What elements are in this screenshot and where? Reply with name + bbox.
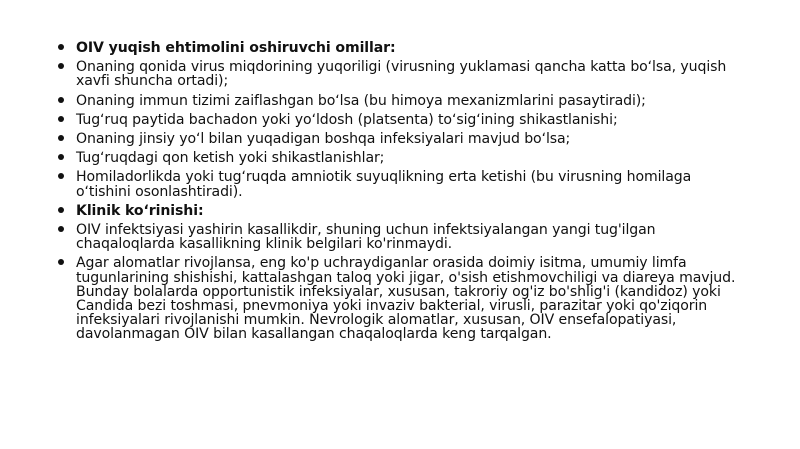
bullet-dot-icon — [58, 173, 64, 179]
list-item — [58, 223, 748, 251]
bullet-dot-icon — [58, 44, 64, 50]
list-item — [58, 94, 748, 108]
list-item-text: Onaning jinsiy yoʻl bilan yuqadigan boshqa infeksiyalari mavjud boʻlsa; — [76, 131, 571, 148]
bullet-dot-icon — [58, 259, 64, 265]
bullet-dot-icon — [58, 154, 64, 160]
bullet-dot-icon — [58, 207, 64, 213]
list-item — [58, 170, 748, 198]
list-item-heading-clinical — [58, 204, 748, 218]
list-item-text: Agar alomatlar rivojlansa, eng ko'p uchraydiganlar orasida doimiy isitma, umumiy limfa tugunlarining shishishi, kattalashgan taloq yoki jigar, o'sish etishmovchiligi va diareya mavjud. Bunday bolalarda opportunistik infeksiyalar, xususan, takroriy og'iz bo'shlig'i (kandidoz) yoki Candida bezi toshmasi, pnevmoniya yoki invaziv bakterial, virusli, parazitar yoki qo'ziqorin infeksiyalari rivojlanishi mumkin. Nevrologik alomatlar, xususan, OIV ensefalopatiyasi, davolanmagan OIV bilan kasallangan chaqaloqlarda keng tarqalgan. — [76, 255, 736, 343]
list-item-text: OIV infektsiyasi yashirin kasallikdir, shuning uchun infektsiyalangan yangi tug'ilgan chaqaloqlarda kasallikning klinik belgilari ko'rinmaydi. — [76, 222, 656, 253]
list-item — [58, 151, 748, 165]
bullet-dot-icon — [58, 97, 64, 103]
list-item-text: Homiladorlikda yoki tugʻruqda amniotik suyuqlikning erta ketishi (bu virusning homilaga oʻtishini osonlashtiradi). — [76, 169, 692, 200]
list-item — [58, 60, 748, 88]
list-item-text: OIV yuqish ehtimolini oshiruvchi omillar: — [76, 40, 396, 56]
list-item — [58, 113, 748, 127]
bullet-dot-icon — [58, 135, 64, 141]
list-item-heading-risk-factors — [58, 41, 748, 55]
bullet-list — [58, 41, 748, 347]
list-item-text: Klinik koʻrinishi: — [76, 202, 204, 219]
list-item-text: Onaning qonida virus miqdorining yuqoriligi (virusning yuklamasi qancha katta boʻlsa, yuqish xavfi shuncha ortadi); — [76, 59, 727, 90]
bullet-dot-icon — [58, 116, 64, 122]
list-item-text: Onaning immun tizimi zaiflashgan boʻlsa (bu himoya mexanizmlarini pasaytiradi); — [76, 92, 646, 109]
bullet-dot-icon — [58, 63, 64, 69]
list-item — [58, 132, 748, 146]
list-item-text: Tugʻruqdagi qon ketish yoki shikastlanishlar; — [76, 150, 385, 167]
list-item-text: Tugʻruq paytida bachadon yoki yoʻldosh (platsenta) toʻsigʻining shikastlanishi; — [76, 111, 618, 128]
list-item — [58, 256, 748, 341]
bullet-dot-icon — [58, 226, 64, 232]
